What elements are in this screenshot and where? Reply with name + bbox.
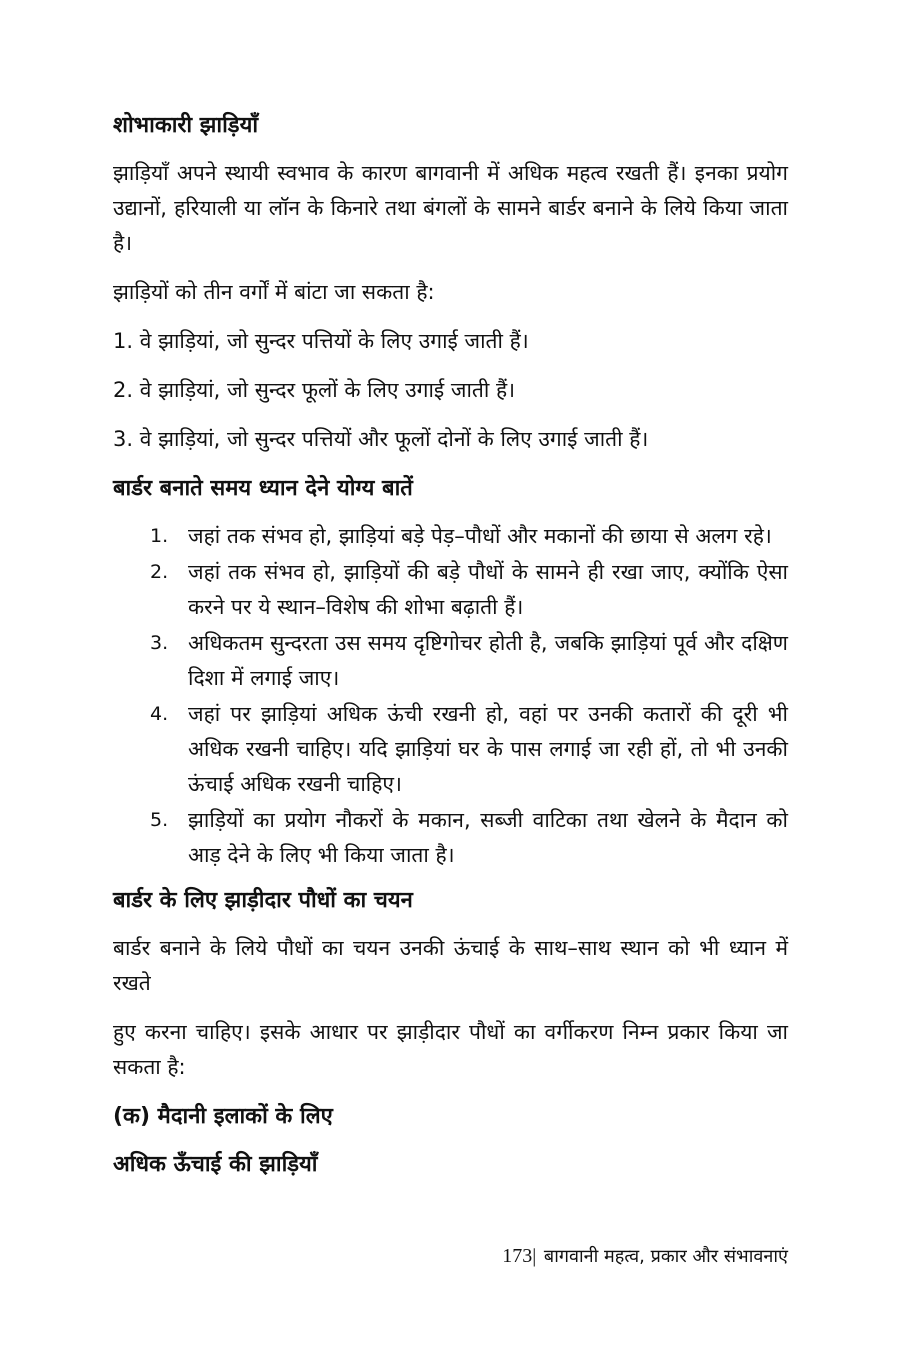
book-title: बागवानी महत्व, प्रकार और संभावनाएं (538, 1246, 788, 1267)
list-item (113, 803, 788, 873)
list-item (113, 697, 788, 802)
category-item: 1. वे झाड़ियां, जो सुन्दर पत्तियों के लिए उगाई जाती हैं। (113, 329, 529, 353)
page-footer (502, 1242, 788, 1271)
list-item (113, 519, 788, 554)
section-heading-plant-selection: बार्डर के लिए झाड़ीदार पौधों का चयन (113, 888, 413, 913)
list-item-number: 3. (150, 632, 169, 654)
section-heading-border-tips: बार्डर बनाते समय ध्यान देने योग्य बातें (113, 476, 413, 501)
list-item-number: 4. (150, 703, 169, 725)
page-number: 173 (502, 1245, 533, 1267)
list-item-number: 5. (150, 809, 169, 831)
categories-intro: झाड़ियों को तीन वर्गों में बांटा जा सकता है: (113, 280, 435, 304)
subheading-plains: (क) मैदानी इलाकों के लिए (113, 1104, 333, 1129)
page-content (113, 108, 788, 1195)
list-item (113, 555, 788, 625)
selection-paragraph: बार्डर बनाने के लिये पौधों का चयन उनकी ऊंचाई के साथ–साथ स्थान को भी ध्यान में रखते (113, 936, 788, 995)
section-heading-ornamental-shrubs: शोभाकारी झाड़ियाँ (113, 113, 259, 138)
category-item: 2. वे झाड़ियां, जो सुन्दर फूलों के लिए उगाई जाती हैं। (113, 378, 516, 402)
list-item-text: झाड़ियों का प्रयोग नौकरों के मकान, सब्जी वाटिका तथा खेलने के मैदान को आड़ देने के लिए भी किया जाता है। (188, 808, 788, 867)
list-item-text: जहां तक संभव हो, झाड़ियां बड़े पेड़–पौधों और मकानों की छाया से अलग रहे। (188, 524, 772, 548)
selection-paragraph-continued: हुए करना चाहिए। इसके आधार पर झाड़ीदार पौधों का वर्गीकरण निम्न प्रकार किया जा सकता है: (113, 1020, 788, 1079)
border-tips-list (113, 519, 788, 873)
subheading-tall-shrubs: अधिक ऊँचाई की झाड़ियाँ (113, 1152, 318, 1177)
intro-paragraph: झाड़ियाँ अपने स्थायी स्वभाव के कारण बागवानी में अधिक महत्व रखती हैं। इनका प्रयोग उद्यानों, हरियाली या लॉन के किनारे तथा बंगलों के सामने बार्डर बनाने के लिये किया जाता है। (113, 161, 788, 255)
list-item-text: जहां पर झाड़ियां अधिक ऊंची रखनी हो, वहां पर उनकी कतारों की दूरी भी अधिक रखनी चाहिए। यदि झाड़ियां घर के पास लगाई जा रही हों, तो भी उनकी ऊंचाई अधिक रखनी चाहिए। (188, 702, 788, 796)
list-item (113, 626, 788, 696)
list-item-text: जहां तक संभव हो, झाड़ियों की बड़े पौधों के सामने ही रखा जाए, क्योंकि ऐसा करने पर ये स्थान–विशेष की शोभा बढ़ाती हैं। (188, 560, 788, 619)
list-item-number: 2. (150, 561, 169, 583)
list-item-text: अधिकतम सुन्दरता उस समय दृष्टिगोचर होती है, जबकि झाड़ियां पूर्व और दक्षिण दिशा में लगाई जाए। (188, 631, 788, 690)
category-item: 3. वे झाड़ियां, जो सुन्दर पत्तियों और फूलों दोनों के लिए उगाई जाती हैं। (113, 427, 649, 451)
list-item-number: 1. (150, 525, 169, 547)
footer-separator: | (532, 1245, 537, 1267)
